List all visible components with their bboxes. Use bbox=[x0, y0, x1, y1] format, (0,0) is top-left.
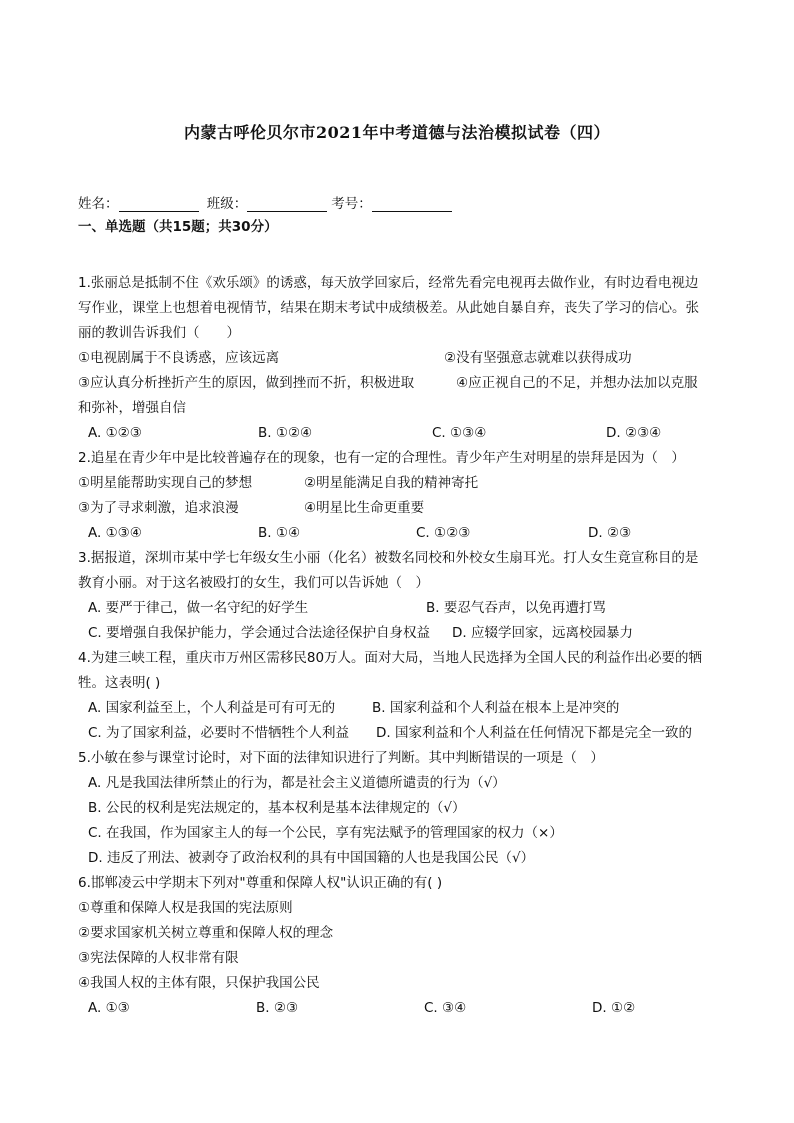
q2-option-b[interactable]: B. ①④ bbox=[258, 525, 301, 541]
q4-option-c[interactable]: C. 为了国家利益，必要时不惜牺牲个人利益 bbox=[88, 725, 350, 741]
q5-option-c[interactable]: C. 在我国，作为国家主人的每一个公民，享有宪法赋予的管理国家的权力（×） bbox=[88, 825, 563, 841]
q4-stem-line-2: 牲。这表明( ) bbox=[78, 675, 161, 691]
q2-item-1: ①明星能帮助实现自己的梦想 bbox=[78, 475, 253, 491]
q3-option-a[interactable]: A. 要严于律己，做一名守纪的好学生 bbox=[88, 600, 309, 616]
q1-option-d[interactable]: D. ②③④ bbox=[606, 425, 662, 441]
q2-item-2: ②明星能满足自我的精神寄托 bbox=[304, 475, 479, 491]
number-blank[interactable] bbox=[372, 197, 452, 212]
q3-option-c[interactable]: C. 要增强自我保护能力，学会通过合法途径保护自身权益 bbox=[88, 625, 431, 641]
q1-stem-line-3: 丽的教训告诉我们（ ） bbox=[78, 325, 240, 341]
q5-option-b[interactable]: B. 公民的权利是宪法规定的，基本权利是基本法律规定的（√） bbox=[88, 800, 466, 816]
q6-item-4: ④我国人权的主体有限，只保护我国公民 bbox=[78, 975, 320, 991]
class-blank[interactable] bbox=[247, 197, 327, 212]
q1-option-b[interactable]: B. ①②④ bbox=[258, 425, 313, 441]
q6-option-d[interactable]: D. ①② bbox=[592, 1000, 636, 1016]
q4-option-a[interactable]: A. 国家利益至上，个人利益是可有可无的 bbox=[88, 700, 336, 716]
q1-stem-line-1: 1.张丽总是抵制不住《欢乐颂》的诱惑，每天放学回家后，经常先看完电视再去做作业，有时边看电视边 bbox=[78, 275, 699, 291]
q1-item-4-cont: 和弥补，增强自信 bbox=[78, 400, 186, 416]
q1-stem-line-2: 写作业，课堂上也想着电视情节，结果在期末考试中成绩极差。从此她自暴自弃，丧失了学习的信心。张 bbox=[78, 300, 699, 316]
q1-item-1: ①电视剧属于不良诱惑，应该远离 bbox=[78, 350, 280, 366]
section-heading: 一、单选题（共15题；共30分） bbox=[78, 219, 278, 235]
q6-item-1: ①尊重和保障人权是我国的宪法原则 bbox=[78, 900, 293, 916]
q1-option-a[interactable]: A. ①②③ bbox=[88, 425, 142, 441]
q2-option-c[interactable]: C. ①②③ bbox=[416, 525, 471, 541]
q6-stem: 6.邯郸凌云中学期末下列对"尊重和保障人权"认识正确的有( ) bbox=[78, 875, 443, 891]
q6-option-b[interactable]: B. ②③ bbox=[256, 1000, 299, 1016]
q2-option-a[interactable]: A. ①③④ bbox=[88, 525, 142, 541]
q4-stem-line-1: 4.为建三峡工程，重庆市万州区需移民80万人。面对大局，当地人民选择为全国人民的利益作出必要的牺 bbox=[78, 650, 703, 666]
q6-option-a[interactable]: A. ①③ bbox=[88, 1000, 130, 1016]
q4-option-d[interactable]: D. 国家利益和个人利益在任何情况下都是完全一致的 bbox=[376, 725, 692, 741]
q6-option-c[interactable]: C. ③④ bbox=[424, 1000, 467, 1016]
q1-item-3: ③应认真分析挫折产生的原因，做到挫而不折，积极进取 bbox=[78, 375, 415, 391]
q5-option-a[interactable]: A. 凡是我国法律所禁止的行为，都是社会主义道德所谴责的行为（√） bbox=[88, 775, 506, 791]
q3-stem-line-1: 3.据报道，深圳市某中学七年级女生小丽（化名）被数名同校和外校女生扇耳光。打人女生竟宣称目的是 bbox=[78, 550, 699, 566]
q2-item-3: ③为了寻求刺激，追求浪漫 bbox=[78, 500, 239, 516]
q3-option-d[interactable]: D. 应辍学回家，远离校园暴力 bbox=[452, 625, 633, 641]
q5-stem: 5.小敏在参与课堂讨论时，对下面的法律知识进行了判断。其中判断错误的一项是（ ） bbox=[78, 750, 604, 766]
q5-option-d[interactable]: D. 违反了刑法、被剥夺了政治权利的具有中国国籍的人也是我国公民（√） bbox=[88, 850, 535, 866]
exam-title: 内蒙古呼伦贝尔市2021年中考道德与法治模拟试卷（四） bbox=[183, 123, 611, 142]
q2-stem: 2.追星在青少年中是比较普遍存在的现象，也有一定的合理性。青少年产生对明星的崇拜是因为（ ） bbox=[78, 450, 685, 466]
number-label: 考号： bbox=[331, 196, 372, 212]
name-blank[interactable] bbox=[119, 197, 199, 212]
q6-item-3: ③宪法保障的人权非常有限 bbox=[78, 950, 239, 966]
student-info-line bbox=[78, 192, 456, 212]
q4-option-b[interactable]: B. 国家利益和个人利益在根本上是冲突的 bbox=[372, 700, 620, 716]
name-label: 姓名： bbox=[78, 196, 119, 212]
q2-item-4: ④明星比生命更重要 bbox=[304, 500, 425, 516]
q6-item-2: ②要求国家机关树立尊重和保障人权的理念 bbox=[78, 925, 334, 941]
q1-option-c[interactable]: C. ①③④ bbox=[432, 425, 487, 441]
class-label: 班级： bbox=[206, 196, 248, 212]
q2-option-d[interactable]: D. ②③ bbox=[588, 525, 632, 541]
q1-item-2: ②没有坚强意志就难以获得成功 bbox=[444, 350, 632, 366]
q1-item-4: ④应正视自己的不足，并想办法加以克服 bbox=[456, 375, 698, 391]
q3-option-b[interactable]: B. 要忍气吞声，以免再遭打骂 bbox=[426, 600, 606, 616]
q3-stem-line-2: 教育小丽。对于这名被殴打的女生，我们可以告诉她（ ） bbox=[78, 575, 429, 591]
